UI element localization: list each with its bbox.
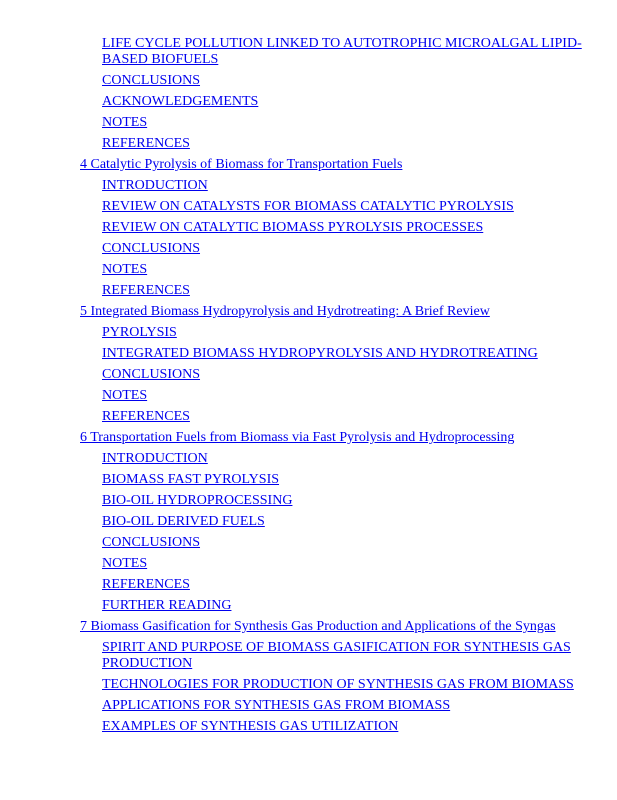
toc-section-link[interactable]: INTRODUCTION [102,451,208,466]
toc-section-entry [0,514,617,530]
toc-section-link[interactable]: SPIRIT AND PURPOSE OF BIOMASS GASIFICATION FOR SYNTHESIS GAS PRODUCTION [102,640,571,671]
toc-section-entry [0,388,617,404]
toc-section-link[interactable]: NOTES [102,388,148,403]
toc-section-link[interactable]: CONCLUSIONS [102,367,201,382]
toc-section-entry [0,325,617,341]
toc-section-entry [0,73,617,89]
toc-section-link[interactable]: NOTES [102,556,148,571]
toc-chapter-link[interactable]: 5 Integrated Biomass Hydropyrolysis and Hydrotreating: A Brief Review [80,304,490,319]
toc-section-entry [0,719,617,735]
toc-section-link[interactable]: PYROLYSIS [102,325,177,340]
toc-section-link[interactable]: REVIEW ON CATALYSTS FOR BIOMASS CATALYTIC PYROLYSIS [102,199,514,214]
toc-section-link[interactable]: REFERENCES [102,577,190,592]
toc-section-entry [0,472,617,488]
toc-section-link[interactable]: FURTHER READING [102,598,232,613]
toc-section-link[interactable]: CONCLUSIONS [102,241,201,256]
toc-section-entry [0,220,617,236]
toc-section-link[interactable]: APPLICATIONS FOR SYNTHESIS GAS FROM BIOMASS [102,698,451,713]
toc-section-link[interactable]: REFERENCES [102,136,190,151]
toc-chapter-entry [0,157,617,173]
toc-section-link[interactable]: REFERENCES [102,283,190,298]
toc-section-entry [0,493,617,509]
toc-section-link[interactable]: EXAMPLES OF SYNTHESIS GAS UTILIZATION [102,719,399,734]
toc-section-entry [0,94,617,110]
toc-section-link[interactable]: BIOMASS FAST PYROLYSIS [102,472,280,487]
toc-section-entry [0,556,617,572]
toc-section-link[interactable]: CONCLUSIONS [102,73,201,88]
toc-section-link[interactable]: NOTES [102,262,148,277]
toc-section-entry [0,409,617,425]
toc-chapter-link[interactable]: 7 Biomass Gasification for Synthesis Gas Production and Applications of the Syngas [80,619,556,634]
toc-section-entry [0,262,617,278]
toc-section-entry [0,346,617,362]
toc-section-link[interactable]: BIO-OIL DERIVED FUELS [102,514,265,529]
toc-section-link[interactable]: LIFE CYCLE POLLUTION LINKED TO AUTOTROPHIC MICROALGAL LIPID-BASED BIOFUELS [102,36,582,67]
toc-section-link[interactable]: CONCLUSIONS [102,535,201,550]
toc-section-entry [0,199,617,215]
toc-section-entry [0,698,617,714]
table-of-contents [0,36,617,740]
toc-chapter-entry [0,619,617,635]
toc-chapter-entry [0,430,617,446]
toc-section-link[interactable]: INTRODUCTION [102,178,208,193]
toc-section-entry [0,367,617,383]
toc-section-link[interactable]: INTEGRATED BIOMASS HYDROPYROLYSIS AND HYDROTREATING [102,346,538,361]
toc-section-entry [0,640,617,672]
toc-section-link[interactable]: ACKNOWLEDGEMENTS [102,94,259,109]
toc-chapter-link[interactable]: 6 Transportation Fuels from Biomass via Fast Pyrolysis and Hydroprocessing [80,430,515,445]
toc-section-link[interactable]: BIO-OIL HYDROPROCESSING [102,493,293,508]
toc-section-entry [0,577,617,593]
toc-section-link[interactable]: REFERENCES [102,409,190,424]
toc-section-entry [0,178,617,194]
toc-section-link[interactable]: TECHNOLOGIES FOR PRODUCTION OF SYNTHESIS GAS FROM BIOMASS [102,677,574,692]
toc-section-entry [0,451,617,467]
toc-section-entry [0,283,617,299]
toc-chapter-link[interactable]: 4 Catalytic Pyrolysis of Biomass for Transportation Fuels [80,157,403,172]
toc-chapter-entry [0,304,617,320]
toc-section-link[interactable]: NOTES [102,115,148,130]
toc-section-entry [0,598,617,614]
toc-section-entry [0,241,617,257]
toc-section-entry [0,535,617,551]
toc-section-entry [0,136,617,152]
toc-section-entry [0,36,617,68]
toc-section-link[interactable]: REVIEW ON CATALYTIC BIOMASS PYROLYSIS PROCESSES [102,220,484,235]
toc-section-entry [0,115,617,131]
toc-section-entry [0,677,617,693]
